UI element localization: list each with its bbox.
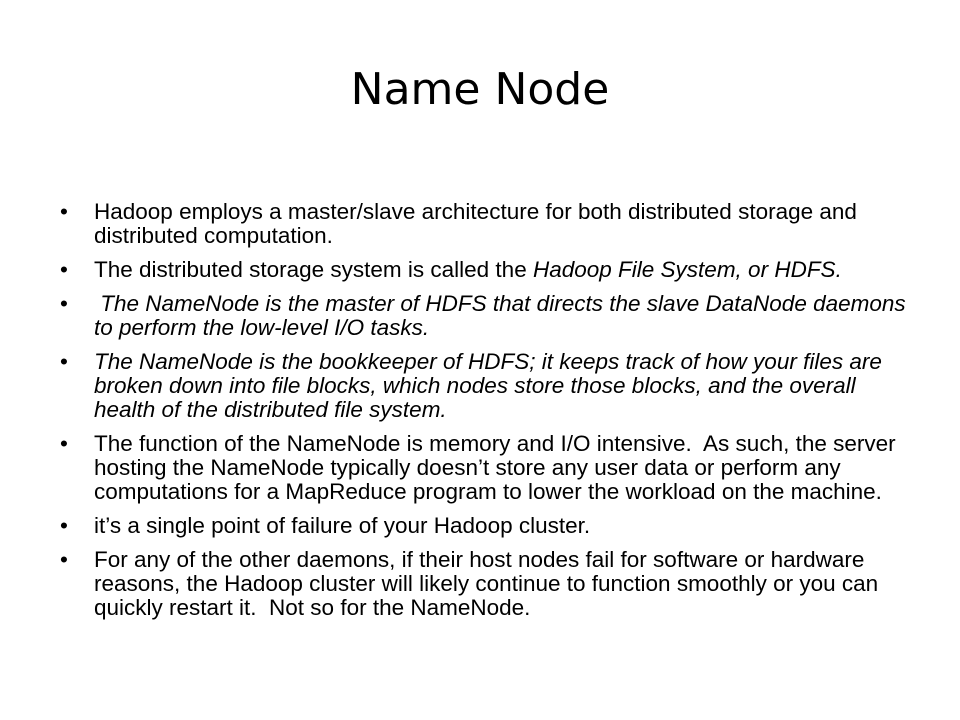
bullet-list [60, 200, 910, 630]
bullet-item [60, 200, 910, 248]
bullet-text: Hadoop employs a master/slave architecture for both distributed storage and distributed computation. [94, 199, 857, 248]
slide-title: Name Node [350, 64, 610, 115]
bullet-item [60, 292, 910, 340]
bullet-text: For any of the other daemons, if their host nodes fail for software or hardware reasons, the Hadoop cluster will likely continue to function smoothly or you can quickly restart it. Not so for the NameNode. [94, 547, 885, 620]
bullet-dot-icon: • [60, 431, 68, 456]
bullet-text: it’s a single point of failure of your Hadoop cluster. [94, 513, 591, 538]
bullet-text: The distributed storage system is called the [94, 257, 533, 282]
bullet-dot-icon: • [60, 547, 68, 572]
bullet-dot-icon: • [60, 349, 68, 374]
bullet-item [60, 350, 910, 422]
bullet-text-italic: The NameNode is the bookkeeper of HDFS; it keeps track of how your files are broken down into file blocks, which nodes store those blocks, and the overall health of the distributed file system. [94, 349, 882, 422]
bullet-item [60, 548, 910, 620]
bullet-item [60, 258, 910, 282]
bullet-item [60, 514, 910, 538]
bullet-text-italic: Hadoop File System, or HDFS. [532, 257, 842, 282]
bullet-dot-icon: • [60, 257, 68, 282]
bullet-item [60, 432, 910, 504]
bullet-text: The function of the NameNode is memory and I/O intensive. As such, the server hosting the NameNode typically doesn’t store any user data or perform any computations for a MapReduce program to lower the workload on the machine. [94, 431, 902, 504]
bullet-dot-icon: • [60, 199, 68, 224]
bullet-text-italic: The NameNode is the master of HDFS that directs the slave DataNode daemons to perform the low-level I/O tasks. [94, 291, 912, 340]
bullet-dot-icon: • [60, 513, 68, 538]
bullet-dot-icon: • [60, 291, 68, 316]
